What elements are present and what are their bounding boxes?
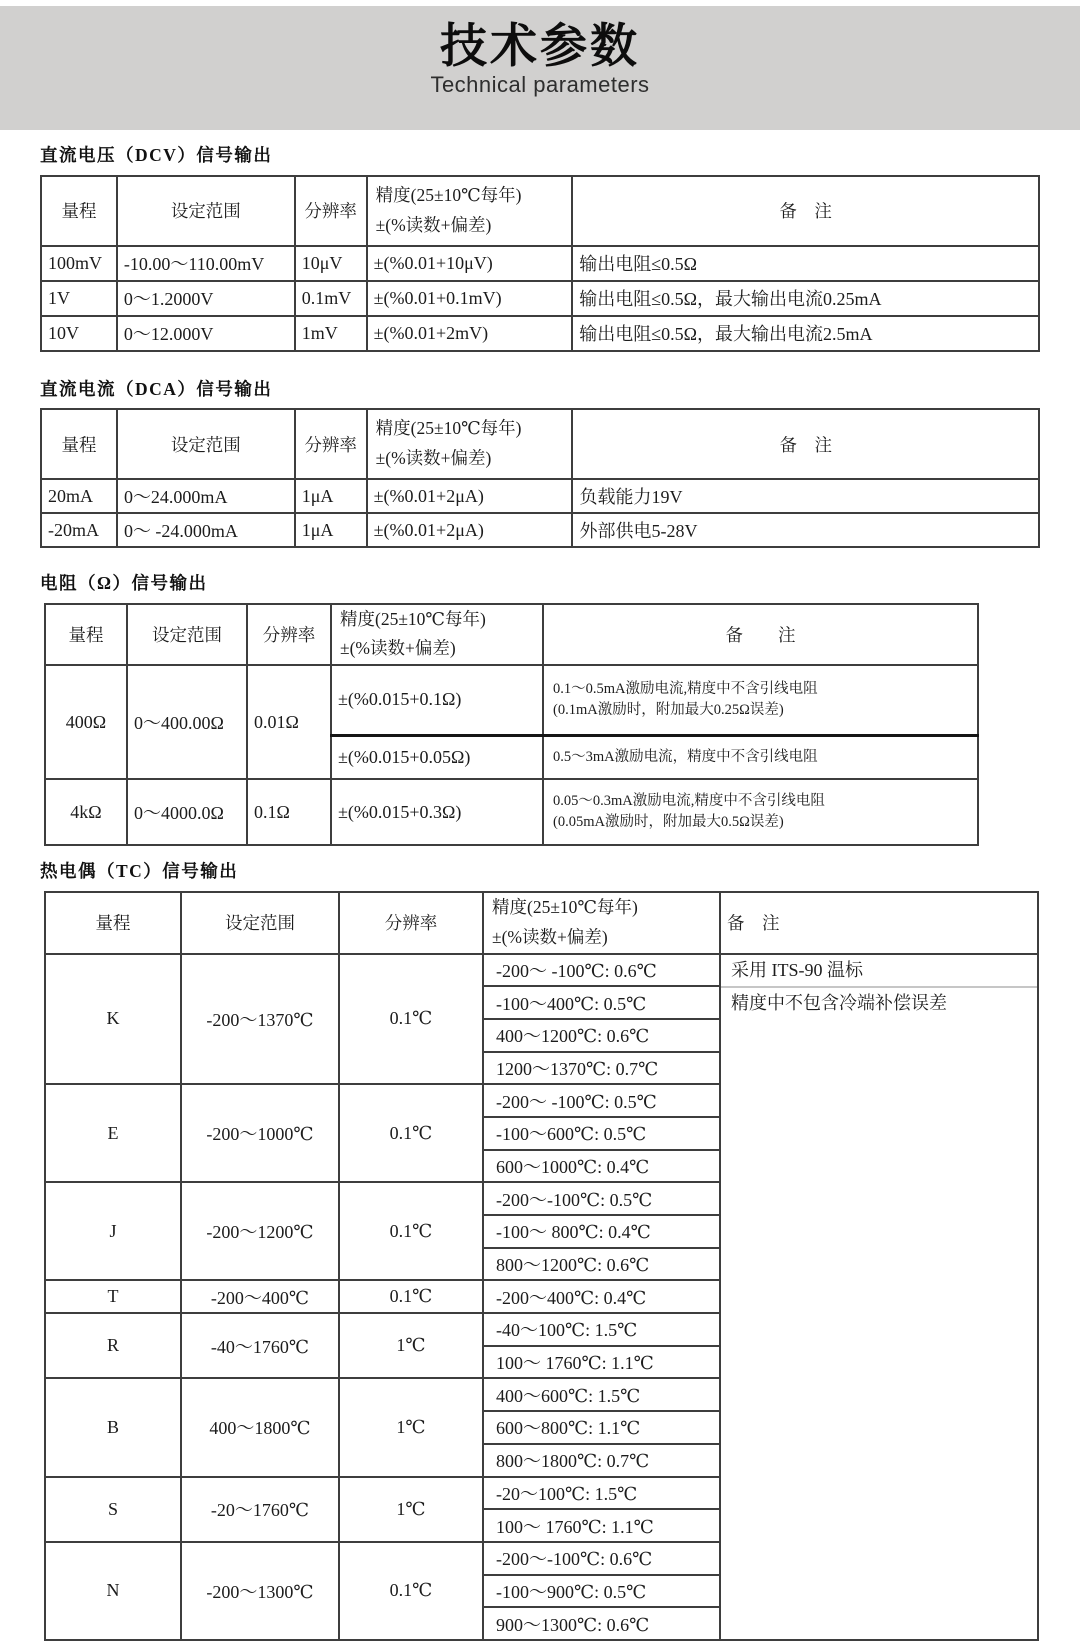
table-row: 800～1200℃: 0.6℃ xyxy=(45,1248,1038,1281)
page-subtitle: Technical parameters xyxy=(430,71,650,97)
table-row: 900～1300℃: 0.6℃ xyxy=(45,1607,1038,1640)
dca-header-range: 量程 xyxy=(41,409,117,479)
dcv-header-res: 分辨率 xyxy=(295,176,367,246)
table-row: T -200～400℃ 0.1℃ -200～400℃: 0.4℃ xyxy=(45,1280,1038,1313)
table-row: 100～ 1760℃: 1.1℃ xyxy=(45,1346,1038,1379)
dcv-header-note: 备 注 xyxy=(572,176,1039,246)
tc-header-range: 量程 xyxy=(45,892,181,954)
table-row: 4kΩ 0～4000.0Ω 0.1Ω ±(%0.015+0.3Ω) 0.05～0.3mA激励电流,精度中不含引线电阻 (0.05mA激励时，附加最大0.5Ω误差) xyxy=(45,779,978,845)
ohm-header-range: 量程 xyxy=(45,604,127,666)
section-label-dcv: 直流电压（DCV）信号输出 xyxy=(40,145,273,165)
table-row: -100～ 800℃: 0.4℃ xyxy=(45,1215,1038,1248)
tc-header-row xyxy=(45,892,1038,954)
ohm-table xyxy=(44,603,979,847)
table-row: 400Ω 0～400.00Ω 0.01Ω ±(%0.015+0.1Ω) 0.1～0.5mA激励电流,精度中不含引线电阻 (0.1mA激励时，附加最大0.25Ω误差) xyxy=(45,665,978,735)
ohm-header-note: 备 注 xyxy=(543,604,978,666)
tc-header-res: 分辨率 xyxy=(339,892,483,954)
table-row: 600～800℃: 1.1℃ xyxy=(45,1411,1038,1444)
ohm-header-accuracy: 精度(25±10℃每年) ±(%读数+偏差) xyxy=(331,604,543,666)
dca-header-row xyxy=(41,409,1039,479)
dca-header-res: 分辨率 xyxy=(295,409,367,479)
table-row: 100mV -10.00～110.00mV 10μV ±(%0.01+10μV) 输出电阻≤0.5Ω xyxy=(41,246,1039,281)
table-row: 600～1000℃: 0.4℃ xyxy=(45,1150,1038,1183)
dcv-header-accuracy: 精度(25±10℃每年) ±(%读数+偏差) xyxy=(367,176,573,246)
table-row: ±(%0.015+0.05Ω) 0.5～3mA激励电流，精度中不含引线电阻 xyxy=(45,735,978,779)
table-row: E -200～1000℃ 0.1℃ -200～ -100℃: 0.5℃ xyxy=(45,1084,1038,1117)
dcv-table xyxy=(40,175,1040,352)
dca-table xyxy=(40,408,1040,548)
section-label-ohm: 电阻（Ω）信号输出 xyxy=(40,573,208,593)
table-row: N -200～1300℃ 0.1℃ -200～-100℃: 0.6℃ xyxy=(45,1542,1038,1575)
dca-header-set: 设定范围 xyxy=(117,409,295,479)
dcv-header-range: 量程 xyxy=(41,176,117,246)
tc-header-accuracy: 精度(25±10℃每年) ±(%读数+偏差) xyxy=(483,892,720,954)
dcv-header-set: 设定范围 xyxy=(117,176,295,246)
table-row: 800～1800℃: 0.7℃ xyxy=(45,1444,1038,1477)
table-row: 100～ 1760℃: 1.1℃ xyxy=(45,1509,1038,1542)
ohm-header-res: 分辨率 xyxy=(247,604,331,666)
page-content xyxy=(0,147,1080,1641)
dca-header-accuracy: 精度(25±10℃每年) ±(%读数+偏差) xyxy=(367,409,573,479)
dcv-header-row xyxy=(41,176,1039,246)
tc-header-note: 备 注 xyxy=(720,892,1038,954)
table-row: R -40～1760℃ 1℃ -40～100℃: 1.5℃ xyxy=(45,1313,1038,1346)
tc-header-set: 设定范围 xyxy=(181,892,339,954)
section-label-tc: 热电偶（TC）信号输出 xyxy=(40,861,239,881)
table-row: -100～600℃: 0.5℃ xyxy=(45,1117,1038,1150)
table-row: S -20～1760℃ 1℃ -20～100℃: 1.5℃ xyxy=(45,1477,1038,1510)
table-row: B 400～1800℃ 1℃ 400～600℃: 1.5℃ xyxy=(45,1378,1038,1411)
table-row: -100～400℃: 0.5℃ xyxy=(45,986,1038,1019)
table-row: 1V 0～1.2000V 0.1mV ±(%0.01+0.1mV) 输出电阻≤0.5Ω，最大输出电流0.25mA xyxy=(41,281,1039,316)
table-row: 1200～1370℃: 0.7℃ xyxy=(45,1052,1038,1085)
table-row: J -200～1200℃ 0.1℃ -200～-100℃: 0.5℃ xyxy=(45,1182,1038,1215)
table-row: K -200～1370℃ 0.1℃ -200～ -100℃: 0.6℃ 采用 ITS-90 温标 精度中不包含冷端补偿误差 xyxy=(45,954,1038,987)
table-row: 10V 0～12.000V 1mV ±(%0.01+2mV) 输出电阻≤0.5Ω，最大输出电流2.5mA xyxy=(41,316,1039,351)
tc-note-cell: 采用 ITS-90 温标 精度中不包含冷端补偿误差 xyxy=(720,954,1038,1640)
ohm-header-set: 设定范围 xyxy=(127,604,247,666)
page-title: 技术参数 xyxy=(440,19,640,72)
section-label-dca: 直流电流（DCA）信号输出 xyxy=(40,378,273,399)
table-row: -100～900℃: 0.5℃ xyxy=(45,1575,1038,1608)
table-row: 400～1200℃: 0.6℃ xyxy=(45,1019,1038,1052)
page-header-banner xyxy=(0,6,1080,130)
dca-header-note: 备 注 xyxy=(572,409,1039,479)
table-row: -20mA 0～ -24.000mA 1μA ±(%0.01+2μA) 外部供电5-28V xyxy=(41,513,1039,547)
tc-table xyxy=(44,891,1039,1641)
ohm-header-row xyxy=(45,604,978,666)
table-row: 20mA 0～24.000mA 1μA ±(%0.01+2μA) 负载能力19V xyxy=(41,479,1039,513)
